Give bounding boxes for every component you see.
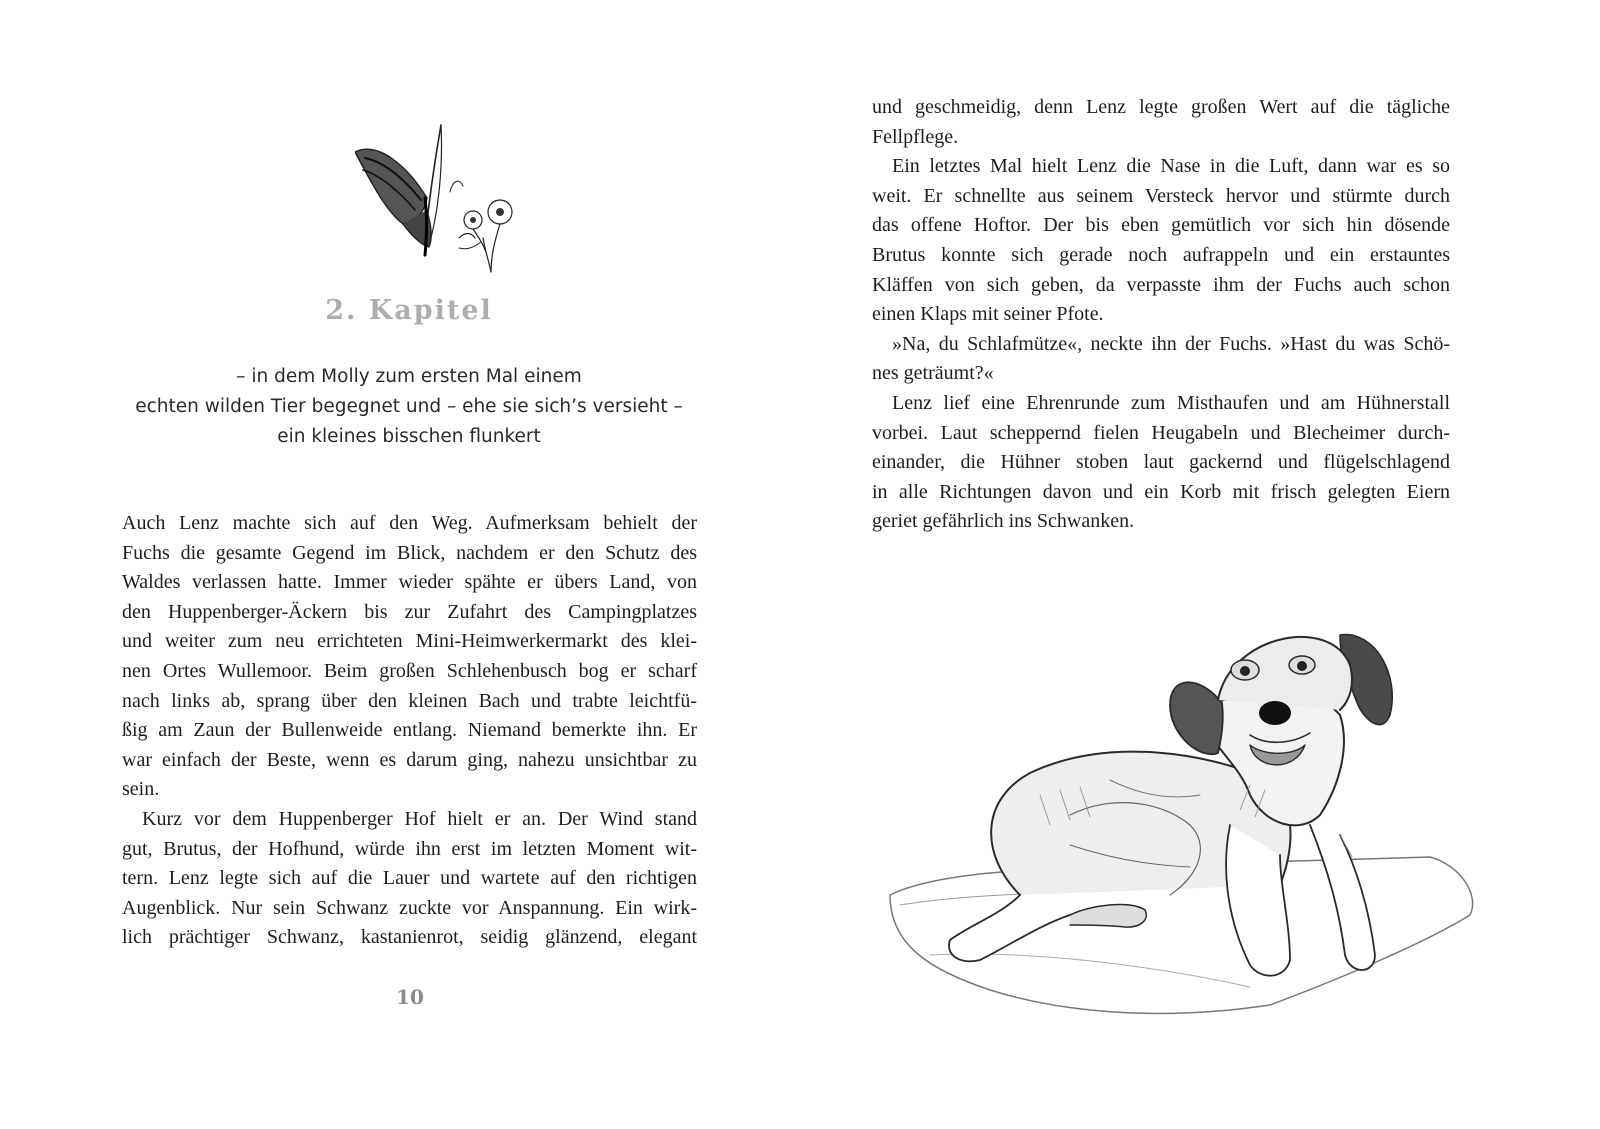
text-line: den Huppenberger-Äckern bis zur Zufahrt des Campingplatzes — [122, 600, 697, 623]
text-line: sein. — [122, 778, 160, 801]
page-number: 10 — [396, 985, 424, 1009]
chapter-subtitle — [110, 362, 708, 452]
text-line: einander, die Hühner stoben laut gackernd und flügelschlagend — [872, 451, 1450, 474]
text-line: war einfach der Beste, wenn es darum ging, nahezu unsichtbar zu — [122, 748, 697, 771]
chapter-title: 2. Kapitel — [325, 295, 493, 326]
text-line: lich prächtiger Schwanz, kastanienrot, seidig glänzend, elegant — [122, 926, 697, 949]
text-line: Brutus konnte sich gerade noch aufrappeln und ein erstauntes — [872, 243, 1450, 266]
text-line: weit. Er schnellte aus seinem Versteck hervor und stürmte durch — [872, 184, 1450, 207]
paragraph — [872, 389, 1450, 537]
text-line: Fuchs die gesamte Gegend im Blick, nachdem er den Schutz des — [122, 541, 697, 564]
right-page — [800, 0, 1600, 1129]
text-line: ßig am Zaun der Bullenweide entlang. Niemand bemerkte ihn. Er — [122, 719, 697, 742]
text-line: »Na, du Schlafmütze«, neckte ihn der Fuchs. »Hast du was Schö- — [892, 332, 1450, 355]
subtitle-line: echten wilden Tier begegnet und – ehe sie sich’s versieht – — [135, 396, 683, 417]
paragraph — [122, 805, 697, 953]
text-line: Kurz vor dem Huppenberger Hof hielt er an. Der Wind stand — [142, 807, 697, 830]
text-line: Ein letztes Mal hielt Lenz die Nase in die Luft, dann war es so — [892, 155, 1450, 178]
text-line: geriet gefährlich ins Schwanken. — [872, 510, 1135, 533]
subtitle-line: ein kleines bisschen flunkert — [277, 426, 541, 447]
text-line: Waldes verlassen hatte. Immer wieder spähte er übers Land, von — [122, 571, 697, 594]
text-line: das offene Hoftor. Der bis eben gemütlich vor sich hin dösende — [872, 214, 1450, 237]
text-line: und geschmeidig, denn Lenz legte großen Wert auf die tägliche — [872, 96, 1450, 118]
paragraph — [872, 330, 1450, 389]
text-line: Auch Lenz machte sich auf den Weg. Aufmerksam behielt der — [122, 512, 697, 534]
text-line: nen Ortes Wullemoor. Beim großen Schlehenbusch bog er scharf — [122, 659, 697, 682]
butterfly-flower-illustration — [355, 120, 525, 280]
left-body-text — [122, 509, 697, 953]
text-line: Lenz lief eine Ehrenrunde zum Misthaufen und am Hühnerstall — [892, 391, 1450, 414]
text-line: nach links ab, sprang über den kleinen Bach und trabte leichtfü- — [122, 689, 697, 712]
paragraph — [872, 152, 1450, 330]
text-line: vorbei. Laut scheppernd fielen Heugabeln und Blecheimer durch- — [872, 421, 1450, 444]
text-line: in alle Richtungen davon und ein Korb mit frisch gelegten Eiern — [872, 480, 1450, 503]
text-line: tern. Lenz legte sich auf die Lauer und wartete auf den richtigen — [122, 867, 697, 890]
text-line: Kläffen von sich geben, da verpasste ihm der Fuchs auch schon — [872, 273, 1450, 296]
text-line: einen Klaps mit seiner Pfote. — [872, 303, 1104, 326]
text-line: nes geträumt?« — [872, 362, 994, 385]
paragraph — [872, 93, 1450, 152]
text-line: und weiter zum neu errichteten Mini-Heimwerkermarkt des klei- — [122, 630, 697, 653]
text-line: Augenblick. Nur sein Schwanz zuckte vor Anspannung. Ein wirk- — [122, 896, 697, 919]
text-line: Fellpflege. — [872, 125, 959, 148]
subtitle-line: – in dem Molly zum ersten Mal einem — [236, 366, 582, 387]
text-line: gut, Brutus, der Hofhund, würde ihn erst im letzten Moment wit- — [122, 837, 697, 860]
right-body-text — [872, 93, 1450, 537]
paragraph — [122, 509, 697, 805]
dog-illustration — [870, 595, 1510, 1025]
